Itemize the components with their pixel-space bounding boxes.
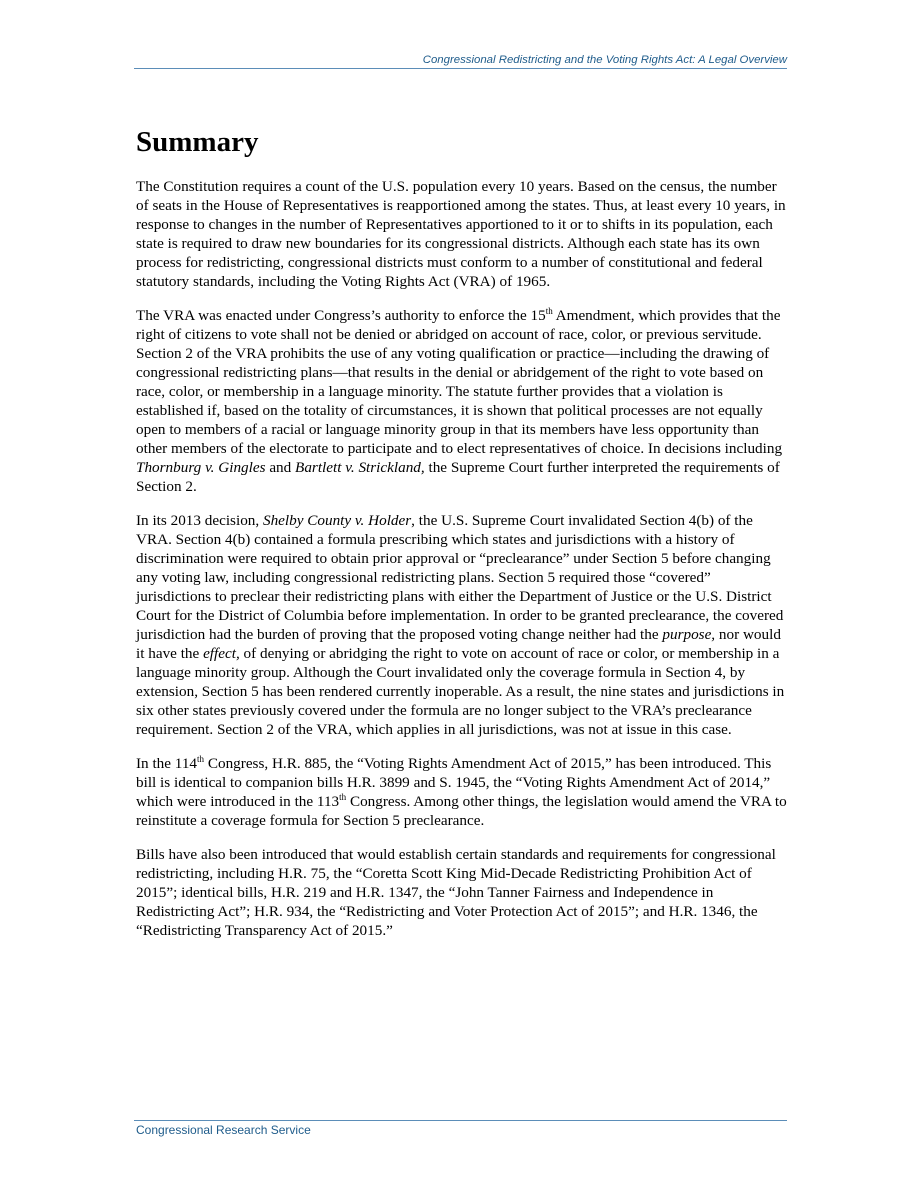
case-name: Thornburg v. Gingles xyxy=(136,459,266,476)
running-header: Congressional Redistricting and the Voting Rights Act: A Legal Overview xyxy=(422,54,787,66)
paragraph-114th-congress xyxy=(136,754,788,830)
text-run: the Supreme Court further interpreted the requirements of Section 2. xyxy=(136,459,780,495)
footer-publisher: Congressional Research Service xyxy=(136,1123,311,1137)
case-name: Shelby County v. Holder xyxy=(262,512,412,529)
text-run: nor would it have the xyxy=(136,626,781,662)
page-title: Summary xyxy=(136,126,259,158)
paragraph-census xyxy=(136,177,788,291)
text-run: , the U.S. Supreme Court invalidated Section 4(b) of the VRA. Section 4(b) contained a formula prescribing which states and jurisdictions with a history of discrimination were required to obtain prior approval or “preclearance” under Section 5 before changing any voting law, including congressional redistricting plans. Section 5 required those “covered” jurisdictions to preclear their redistricting plans with either the Department of Justice or the U.S. District Court for the District of Columbia before implementation. In order to be granted preclearance, the covered jurisdiction had the burden of proving that the proposed voting change neither had the xyxy=(136,512,784,643)
emphasis: purpose, xyxy=(662,626,716,643)
paragraph-shelby-county xyxy=(136,511,788,739)
text-run: Congress, H.R. 885, the “Voting Rights Amendment Act of 2015,” has been introduced. This bill is identical to companion bills H.R. 3899 and S. 1945, the “Voting Rights Amendment Act of 2014,” which were introduced in the 113 xyxy=(136,755,772,810)
paragraph-redistricting-bills xyxy=(136,845,788,940)
paragraph-text: The Constitution requires a count of the U.S. population every 10 years. Based on the census, the number of seats in the House of Representatives is reapportioned among the states. Thus, at least every 10 years, in response to changes in the number of Representatives apportioned to it or to shifts in its population, each state is required to draw new boundaries for its congressional districts. Although each state has its own process for redistricting, congressional districts must conform to a number of constitutional and federal statutory standards, including the Voting Rights Act (VRA) of 1965. xyxy=(136,178,786,290)
text-run: In its 2013 decision, xyxy=(136,512,263,529)
case-name: Bartlett v. Strickland, xyxy=(295,459,425,476)
text-run: Amendment, which provides that the right of citizens to vote shall not be denied or abridged on account of race, color, or previous servitude. Section 2 of the VRA prohibits the use of any voting qualification or practice—including the drawing of congressional redistricting plans—that results in the denial or abridgement of the right to vote based on race, color, or membership in a language minority. The statute further provides that a violation is established if, based on the totality of circumstances, it is shown that political processes are not equally open to members of a racial or language minority group in that its members have less opportunity than other members of the electorate to participate and to elect representatives of choice. In decisions including xyxy=(136,307,783,457)
footer-rule xyxy=(134,1120,787,1121)
text-run: Congress. Among other things, the legislation would amend the VRA to reinstitute a coverage formula for Section 5 preclearance. xyxy=(136,793,787,829)
paragraph-vra-section2 xyxy=(136,306,788,496)
text-run: and xyxy=(265,459,296,476)
superscript: th xyxy=(545,305,553,316)
superscript: th xyxy=(339,791,347,802)
paragraph-text: Bills have also been introduced that would establish certain standards and requirements for congressional redistricting, including H.R. 75, the “Coretta Scott King Mid-Decade Redistricting Prohibition Act of 2015”; identical bills, H.R. 219 and H.R. 1347, the “John Tanner Fairness and Independence in Redistricting Act”; H.R. 934, the “Redistricting and Voter Protection Act of 2015”; and H.R. 1346, the “Redistricting Transparency Act of 2015.” xyxy=(136,846,776,939)
superscript: th xyxy=(197,753,205,764)
text-run: In the 114 xyxy=(136,755,198,772)
text-run: of denying or abridging the right to vote on account of race or color, or membership in a language minority group. Although the Court invalidated only the coverage formula in Section 4, by extension, Section 5 has been rendered currently inoperable. As a result, the nine states and jurisdictions in six other states previously covered under the formula are no longer subject to the VRA’s preclearance requirement. Section 2 of the VRA, which applies in all jurisdictions, was not at issue in this case. xyxy=(136,645,785,738)
emphasis: effect, xyxy=(203,645,240,662)
text-run: The VRA was enacted under Congress’s authority to enforce the 15 xyxy=(136,307,546,324)
summary-body xyxy=(136,177,788,955)
header-rule xyxy=(134,68,787,69)
